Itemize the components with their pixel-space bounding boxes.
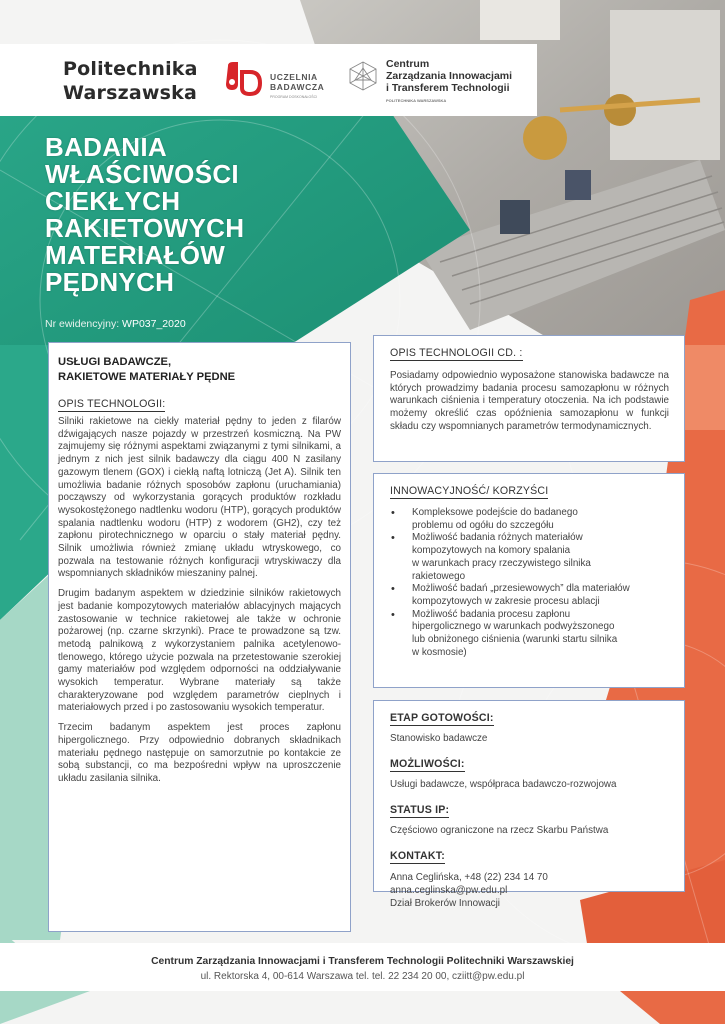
footer-organization: Centrum Zarządzania Innowacjami i Transferem Technologii Politechniki Warszawskiej (151, 956, 574, 967)
logo-text: Warszawska (63, 82, 197, 104)
contact-name-phone: Anna Ceglińska, +48 (22) 234 14 70 (390, 872, 548, 883)
list-item-line: w kosmosie) (412, 646, 467, 658)
evidence-value: WP037_2020 (122, 318, 186, 330)
description-paragraph: Posiadamy odpowiednio wyposażone stanowiska badawcze na których prowadzimy badania procesu samozapłonu w różnych warunkach ciśnienia i temperatury otoczenia. Na ich podstawie możemy określić czas opóźnienia samozapłonu w funkcji składu czy wspomnianych parametrów termodynamicznych. (390, 370, 669, 432)
logo-text: UCZELNIA (270, 72, 318, 82)
footer-address: ul. Rektorska 4, 00-614 Warszawa tel. tel. 22 234 20 00, cziitt@pw.edu.pl (200, 971, 525, 982)
section-label: OPIS TECHNOLOGII CD. : (390, 347, 523, 359)
section-label: INNOWACYJNOŚĆ/ KORZYŚCI (390, 485, 549, 497)
centrum-network-logo-icon (347, 60, 379, 92)
logo-text: Politechnika (63, 58, 198, 80)
list-item (412, 609, 669, 660)
options-value: Usługi badawcze, współpraca badawczo-rozwojowa (390, 779, 617, 790)
list-item (412, 583, 669, 608)
title-line: CIEKŁYCH (45, 186, 181, 216)
list-item-line: • Możliwość badania różnych materiałów (412, 532, 583, 544)
list-item-line: w warunkach pracy rzeczywistego silnika (412, 557, 591, 569)
description-paragraph: Trzecim badanym aspektem jest proces zapłonu hipergolicznego. Przy odpowiednio dobranych składnikach materiału pędnego następuje on samorzutnie po kontakcie ze sobą substancji, co ma bezpośredni wpływ na uproszczenie układu zasilania silnika. (58, 722, 341, 784)
services-heading (58, 355, 341, 384)
heading-line: RAKIETOWE MATERIAŁY PĘDNE (58, 370, 236, 383)
list-item-line: rakietowego (412, 570, 466, 582)
logo-text: i Transferem Technologii (386, 82, 510, 94)
status-contact-box (373, 700, 685, 909)
page-title (45, 134, 345, 296)
politechnika-warszawska-logo (63, 57, 198, 105)
benefits-list (390, 507, 669, 659)
section-label: OPIS TECHNOLOGII: (58, 398, 166, 410)
centrum-subtitle: POLITECHNIKA WARSZAWSKA (386, 98, 447, 103)
list-item-line: kompozytowych na komory spalania (412, 545, 571, 557)
options-label: MOŻLIWOŚCI: (390, 758, 465, 770)
list-item-line: • Możliwość badania procesu zapłonu (412, 608, 571, 620)
uczelnia-badawcza-logo-icon (224, 62, 264, 100)
uczelnia-badawcza-text (270, 73, 324, 92)
title-line: RAKIETOWYCH (45, 213, 245, 243)
technology-description-box (48, 342, 351, 932)
footer (0, 943, 725, 991)
list-item-line: • Możliwość badań „przesiewowych” dla materiałów (412, 583, 630, 595)
evidence-number (45, 318, 186, 330)
readiness-label: ETAP GOTOWOŚCI: (390, 712, 494, 724)
uczelnia-subtitle: PROGRAM DOSKONAŁOŚCI (270, 95, 318, 99)
list-item (412, 507, 669, 532)
list-item (412, 532, 669, 583)
list-item-line: • Kompleksowe podejście do badanego (412, 507, 578, 518)
logo-text: Centrum (386, 58, 430, 70)
list-item-line: lub obniżonego ciśnienia (warunki startu silnika (412, 634, 618, 646)
heading-line: USŁUGI BADAWCZE, (58, 356, 172, 368)
contact-details (390, 871, 669, 910)
innovation-benefits-box (373, 473, 685, 688)
contact-department: Dział Brokerów Innowacji (390, 898, 500, 909)
readiness-value: Stanowisko badawcze (390, 733, 488, 744)
technology-continued-box (373, 335, 685, 462)
centrum-logo-text (386, 58, 512, 94)
description-paragraph: Drugim badanym aspektem w dziedzinie silników rakietowych jest badanie kompozytowych materiałów ablacyjnych mających zastosowanie w technice rakietowej ale także w ochronie pożarowej (np. czarne skrzynki). Prace te prowadzone są tzw. metodą palnikową z wykorzystaniem palnika acetylenowo-tlenowego, którego użycie pozwala na przetestowanie szerokiej gamy materiałów pod względem odporności na oddziaływanie wysokich temperatur. Wybrane materiały są także charakteryzowane pod względem parametrów cieplnych i materiałowych przed i po zastosowaniu wysokich temperatur. (58, 588, 341, 714)
contact-label: KONTAKT: (390, 850, 445, 862)
title-line: PĘDNYCH (45, 267, 175, 297)
title-line: MATERIAŁÓW (45, 240, 226, 270)
list-item-line: hipergolicznego w warunkach podwyższonego (412, 621, 615, 633)
list-item-line: problemu od ogółu do szczegółu (412, 519, 554, 531)
list-item-line: kompozytowych w zakresie procesu ablacji (412, 595, 600, 607)
description-paragraph: Silniki rakietowe na ciekły materiał pędny to jeden z filarów dźwigających nasze pojazdy w przestrzeń kosmiczną. Na PW zajmujemy się różnymi aspektami związanymi z tymi silnikami, a jednym z nich jest silnik badawczy dla ciągu 400 N zasilany gazowym tlenem (GOX) i ciekłą naftą lotniczą (Jet A). Silnik ten umożliwia badanie różnych sposobów zapłonu (uruchamiania) począwszy od wykorzystania gorących produktów rozkładu wysokostężonego nadtlenku wodoru (HTP), gorących produktów spalania nadtlenku wodoru (HTP) z wodorem (GH2), czy też zapłonu pirotechnicznego w oparciu o stały materiał pędny. Silnik umożliwia również zmianę układu wtryskowego, co pozwala na testowanie różnych konfiguracji wtryskiwaczy dla wspomnianych składników mieszaniny palnej. (58, 416, 341, 580)
logo-text: BADAWCZA (270, 81, 325, 92)
title-line: WŁAŚCIWOŚCI (45, 159, 239, 189)
logo-text: Zarządzania Innowacjami (386, 70, 513, 82)
ip-status-label: STATUS IP: (390, 804, 450, 816)
ip-status-value: Częściowo ograniczone na rzecz Skarbu Państwa (390, 825, 609, 836)
contact-email[interactable]: anna.ceglinska@pw.edu.pl (390, 885, 508, 896)
evidence-label: Nr ewidencyjny: (45, 318, 123, 330)
title-line: BADANIA (45, 132, 167, 162)
